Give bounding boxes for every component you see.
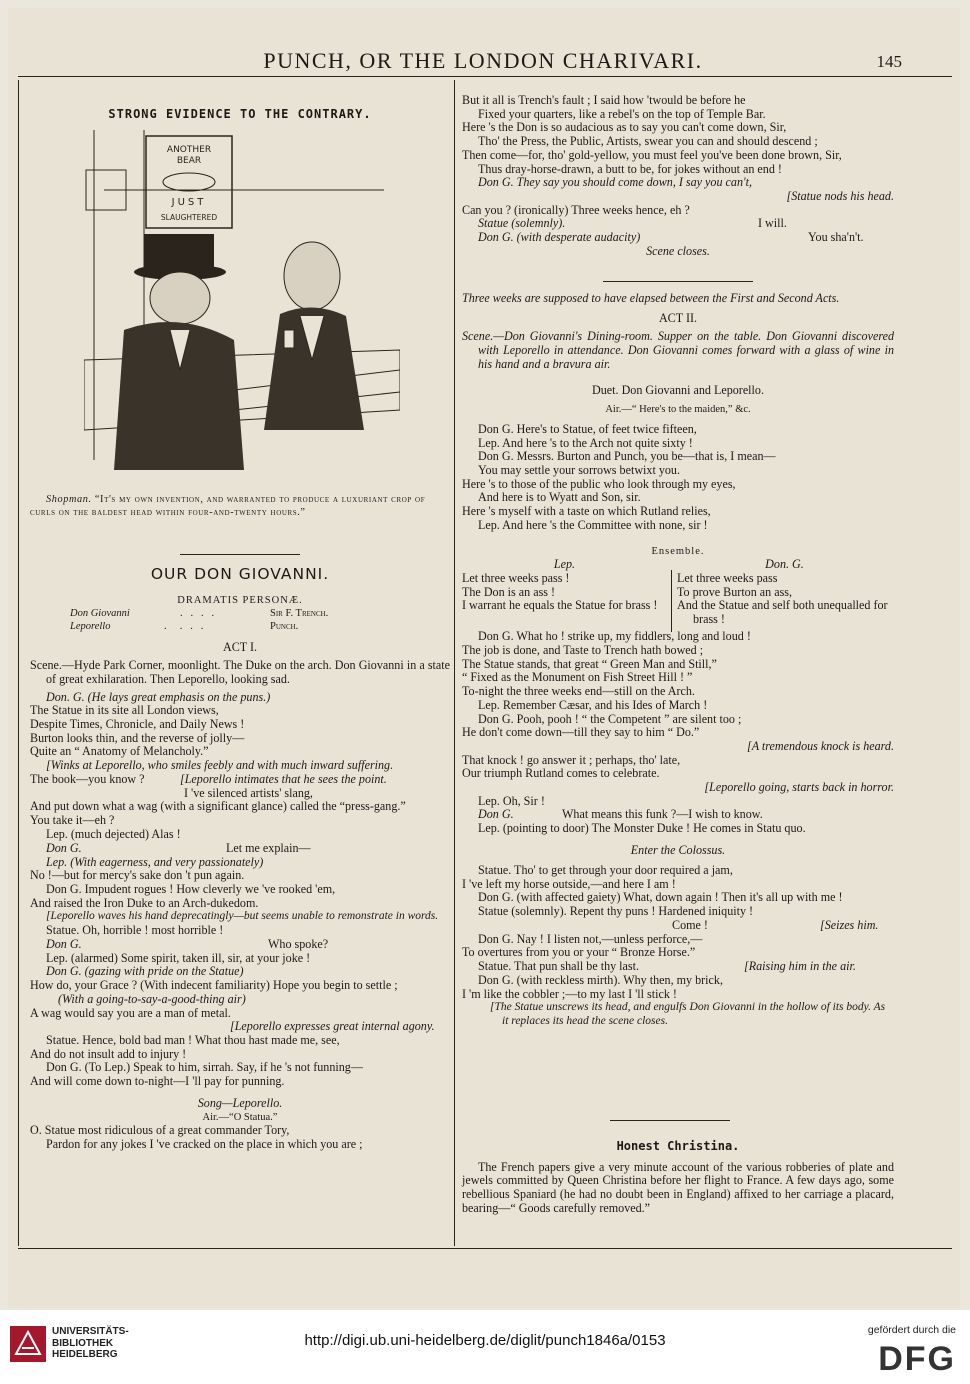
verse-line: And put down what a wag (with a significant glance) called the “press-gang.” <box>30 799 406 814</box>
dfg-logo: DFG <box>878 1340 956 1378</box>
verse-line: Our triumph Rutland comes to celebrate. <box>462 766 660 781</box>
stage-direction: [A tremendous knock is heard. <box>746 738 894 753</box>
university-name: UNIVERSITÄTS- BIBLIOTHEK HEIDELBERG <box>52 1326 129 1360</box>
ensemble-block: Lep. Let three weeks pass ! The Don is an ass ! I warrant he equals the Statue for brass ! Don. G. Let three weeks pass To prove Burton an ass, And the Statue and self both unequalled for brass ! <box>462 558 894 620</box>
verse-line: “ Fixed as the Monument on Fish Street Hill ! ” <box>462 670 693 685</box>
dramatis-heading: DRAMATIS PERSONÆ. <box>177 594 303 606</box>
verse-line: Lep. Oh, Sir ! <box>478 793 545 808</box>
verse-line: Don G. Nay ! I listen not,—unless perforce,— <box>478 931 703 946</box>
page-number: 145 <box>876 52 902 71</box>
scene-closes: Scene closes. <box>646 244 710 259</box>
page-title: PUNCH, OR THE LONDON CHARIVARI. <box>263 48 703 73</box>
sign-line-3: JUST <box>171 197 207 208</box>
sign-line-2: BEAR <box>176 156 202 166</box>
verse-line: You may settle your sorrows betwixt you. <box>478 463 681 478</box>
bottom-rule <box>18 1248 952 1249</box>
verse-line: No !—but for mercy's sake don 't pun again. <box>30 868 245 883</box>
verse-line: Burton looks thin, and the reverse of jolly— <box>30 730 245 745</box>
interlude-note: Three weeks are supposed to have elapsed between the First and Second Acts. <box>462 291 840 306</box>
honest-christina-text: The French papers give a very minute account of the various robberies of plate and jewels committed by Queen Christina before her flight to France. A few days ago, some rebellious Spaniard (he had no doubt been in England) affixed to her carriage a placard, bearing—“ Goods carefully removed.” <box>462 1159 894 1215</box>
verse-line: Don G. What means this funk ?—I wish to know. <box>478 807 763 822</box>
verse-line: Don G. Pooh, pooh ! “ the Competent ” are silent too ; <box>478 711 742 726</box>
verse-line: And do not insult add to injury ! <box>30 1046 187 1061</box>
verse-line: Don G. What ho ! strike up, my fiddlers, long and loud ! <box>478 629 751 644</box>
article-title: OUR DON GIOVANNI. <box>150 565 330 583</box>
verse-line: Lep. And here 's the Committee with none, sir ! <box>478 517 708 532</box>
cast-actor: Sir F. Trench. <box>270 608 329 620</box>
verse-line: You take it—eh ? <box>30 813 115 828</box>
verse-line: Here 's to those of the public who look through my eyes, <box>462 476 736 491</box>
verse-line: Tho' the Press, the Public, Artists, swear you can and should descend ; <box>478 134 818 149</box>
verse-line: Lep. (alarmed) Some spirit, taken ill, sir, at your joke ! <box>46 950 311 965</box>
caption-text: “It's my own invention, and warranted to produce a luxuriant crop of curls on the baldest head within four-and-twenty hours.” <box>30 494 426 518</box>
cast-list: Don Giovanni . . . . Sir F. Trench. Leporello . . . . Punch. <box>70 608 329 633</box>
cast-role: Leporello <box>70 621 111 633</box>
verse-line: How do, your Grace ? (With indecent familiarity) Hope you begin to settle ; <box>30 978 398 993</box>
air-heading: Air.—“O Statua.” <box>202 1111 278 1123</box>
verse-line: Statue (solemnly). Repent thy puns ! Hardened iniquity ! <box>478 903 754 918</box>
don-giovanni-part1 <box>30 565 450 1152</box>
caption-rule <box>180 554 300 555</box>
verse-line: Statue. Hence, bold bad man ! What thou hast made me, see, <box>46 1032 340 1047</box>
verse-line: Statue. Oh, horrible ! most horrible ! <box>46 923 224 938</box>
digitization-footer <box>0 1310 970 1384</box>
verse-line: Don G. (with desperate audacity) You sha'n't. <box>478 230 864 245</box>
verse-line: Can you ? (ironically) Three weeks hence, eh ? <box>462 202 690 217</box>
verse-line: (With a going-to-say-a-good-thing air) <box>58 991 246 1006</box>
verse-line: The Statue stands, that great “ Green Man and Still,” <box>462 656 717 671</box>
verse-line: Don G. (with affected gaiety) What, down again ! Then it's all up with me ! <box>478 890 843 905</box>
cast-actor: Punch. <box>270 621 299 633</box>
sign-line-4: SLAUGHTERED <box>160 213 218 222</box>
sign-line-1: ANOTHER <box>166 145 212 155</box>
verse-line: And raised the Iron Duke to an Arch-dukedom. <box>30 895 259 910</box>
act-2-heading: ACT II. <box>658 310 698 325</box>
stage-direction: [Leporello waves his hand deprecatingly—but seems unable to remonstrate in words. <box>46 910 439 923</box>
stage-direction: Enter the Colossus. <box>630 843 726 858</box>
verse-line: But it all is Trench's fault ; I said how 'twould be before he <box>462 93 746 107</box>
stage-direction: [The Statue unscrews its head, and engulfs Don Giovanni in the hollow of its body. As it replaces its head the scene closes. <box>490 1001 886 1028</box>
act-1-heading: ACT I. <box>222 640 258 655</box>
cast-role: Don Giovanni <box>70 608 130 620</box>
verse-line: I 've left my horse outside,—and here I am ! <box>462 876 676 891</box>
verse-line: Don G. Here's to Statue, of feet twice fifteen, <box>478 421 697 436</box>
column-divider <box>454 80 455 1246</box>
duet-heading: Duet. Don Giovanni and Leporello. <box>592 382 764 397</box>
ensemble-heading: Ensemble. <box>651 545 705 557</box>
verse-line: Lep. (pointing to door) The Monster Duke ! He comes in Statu quo. <box>478 821 806 836</box>
verse-line: Don G. Who spoke? <box>46 936 329 951</box>
verse-line: O. Statue most ridiculous of a great commander Tory, <box>30 1123 290 1138</box>
scene-direction: Scene.—Don Giovanni's Dining-room. Supper on the table. Don Giovanni discovered with Leporello in attendance. Don Giovanni comes forward with a glass of wine in his hand and a bravura air. <box>462 329 894 371</box>
verse-line: Don G. They say you should come down, I say you can't, <box>478 175 752 190</box>
honest-christina <box>462 1140 894 1216</box>
verse-line: Don. G. (He lays great emphasis on the puns.) <box>46 689 271 704</box>
verse-line: That knock ! go answer it ; perhaps, tho' late, <box>462 752 681 767</box>
verse-line: Quite an “ Anatomy of Melancholy.” <box>30 744 209 759</box>
verse-line: Here 's the Don is so audacious as to say you can't come down, Sir, <box>462 120 787 135</box>
verse-line: Come ! [Seizes him. <box>672 917 879 932</box>
verse-line: The book—you know ? [Leporello intimates that he sees the point. <box>30 771 387 786</box>
left-border <box>18 80 19 1246</box>
verse-line: And here is to Wyatt and Son, sir. <box>478 490 641 505</box>
funded-by-label: gefördert durch die <box>867 1324 956 1336</box>
scene-direction: Scene.—Hyde Park Corner, moonlight. The Duke on the arch. Don Giovanni in a state of great exhilaration. Then Leporello, looking sad. <box>30 658 450 686</box>
digitization-url[interactable]: http://digi.ub.uni-heidelberg.de/diglit/punch1846a/0153 <box>304 1332 666 1349</box>
verse-line: Then come—for, tho' gold-yellow, you must feel you've been done brown, Sir, <box>462 147 842 162</box>
verse-line: Statue (solemnly). I will. <box>478 216 787 231</box>
verse-line: Don G. Impudent rogues ! How cleverly we 've rooked 'em, <box>46 881 336 896</box>
verse-line: Don G. Messrs. Burton and Punch, you be—that is, I mean— <box>478 449 776 464</box>
verse-line: Lep. Remember Cæsar, and his Ides of March ! <box>478 697 708 712</box>
verse-line: To-night the three weeks end—still on the Arch. <box>462 684 695 699</box>
verse-line: Statue. That pun shall be thy last. [Raising him in the air. <box>478 959 856 974</box>
cartoon-caption <box>30 494 450 519</box>
verse-line: Lep. (With eagerness, and very passionately) <box>46 854 264 869</box>
verse-line: A wag would say you are a man of metal. <box>30 1005 231 1020</box>
verse-line: Thus dray-horse-drawn, a butt to be, for jokes without an end ! <box>478 161 782 176</box>
verse-line: I 'm like the cobbler ;—to my last I 'll stick ! <box>462 986 677 1001</box>
stage-direction: [Statue nods his head. <box>786 188 894 203</box>
cartoon-illustration <box>84 130 400 490</box>
verse-line: I 've silenced artists' slang, <box>184 785 313 800</box>
verse-line: Lep. And here 's to the Arch not quite sixty ! <box>478 435 693 450</box>
cartoon-heading: STRONG EVIDENCE TO THE CONTRARY. <box>108 107 372 121</box>
verse-line: Don G. (To Lep.) Speak to him, sirrah. Say, if he 's not funning— <box>46 1060 363 1075</box>
verse-line: Here 's myself with a taste on which Rutland relies, <box>462 504 711 519</box>
verse-line: The Statue in its site all London views, <box>30 703 219 718</box>
honest-christina-heading: Honest Christina. <box>616 1139 740 1153</box>
verse-line: Don G. Let me explain— <box>46 840 311 855</box>
verse-line: Lep. (much dejected) Alas ! <box>46 826 181 841</box>
stage-direction: [Leporello going, starts back in horror. <box>704 780 894 795</box>
verse-line: Don G. (with reckless mirth). Why then, my brick, <box>478 973 723 988</box>
verse-line: Pardon for any jokes I 've cracked on the place in which you are ; <box>46 1136 363 1151</box>
caption-speaker: Shopman. <box>46 494 92 505</box>
verse-line: Statue. Tho' to get through your door required a jam, <box>478 862 733 877</box>
verse-line: The job is done, and Taste to Trench hath bowed ; <box>462 642 704 657</box>
verse-line: Don G. (gazing with pride on the Statue) <box>46 964 244 979</box>
verse-line: Fixed your quarters, like a rebel's on the top of Temple Bar. <box>478 106 766 121</box>
song-heading: Song—Leporello. <box>197 1095 283 1110</box>
verse-line: Despite Times, Chronicle, and Daily News ! <box>30 716 245 731</box>
verse-line: To overtures from you or your “ Bronze Horse.” <box>462 945 696 960</box>
stage-direction: [Winks at Leporello, who smiles feebly and with much inward suffering. <box>46 758 394 773</box>
verse-line: And will come down to-night—I 'll pay for punning. <box>30 1074 285 1089</box>
verse-line: He don't come down—till they say to him “ Do.” <box>462 725 700 740</box>
running-header <box>8 48 958 78</box>
stage-direction: [Leporello expresses great internal agony. <box>230 1019 435 1034</box>
cartoon-heading-block <box>30 108 450 122</box>
don-giovanni-part2 <box>462 94 894 1029</box>
header-rule <box>18 76 952 77</box>
air-heading: Air.—“ Here's to the maiden,” &c. <box>605 404 751 416</box>
